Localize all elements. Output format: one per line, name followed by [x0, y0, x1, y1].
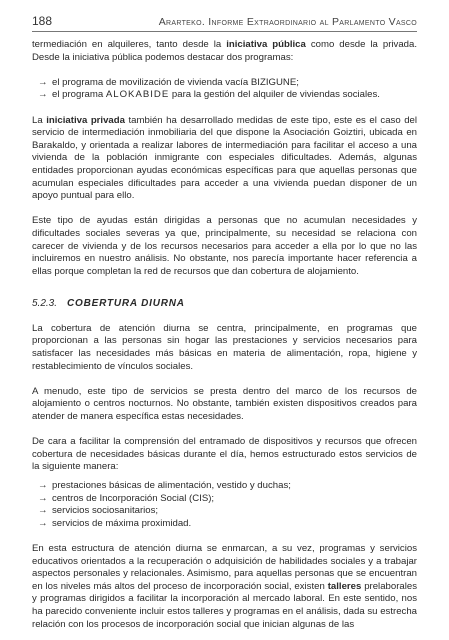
arrow-icon: → [38, 480, 48, 491]
list-item [38, 493, 417, 506]
list-item [38, 480, 417, 493]
list-item-program-name: ALOKABIDE [105, 89, 170, 101]
paragraph-5: A menudo, este tipo de servicios se presta dentro del marco de los recursos de alojamiento o centros nocturnos. No obstante, también existen dispositivos creados para atender de manera específica estas necesidades. [32, 385, 417, 423]
page-header [32, 14, 417, 32]
paragraph-7-bold: talleres [327, 580, 362, 592]
document-page [32, 14, 417, 631]
list-item-text: servicios de máxima proximidad. [52, 517, 192, 529]
arrow-icon: → [38, 89, 48, 101]
list-item [38, 505, 417, 518]
page-number: 188 [32, 14, 53, 28]
section-number: 5.2.3. [32, 298, 58, 310]
paragraph-7 [32, 543, 417, 631]
paragraph-7-text-a: En esta estructura de atención diurna se enmarcan, a su vez, programas y servicios educativos orientados a la recuperación o adquisición de habilidades sociales y a trabajar aspectos personales y relacionales. Asimismo, para aquellas personas que se encuentran en los niveles más altos del proceso de incorporación social, existen [32, 542, 417, 592]
paragraph-1-text-a: termediación en alquileres, tanto desde la [32, 39, 227, 50]
list-item-text: el programa de movilización de vivienda vacía BIZIGUNE; [52, 76, 299, 88]
running-title: Ararteko. Informe Extraordinario al Parlamento Vasco [158, 16, 417, 28]
programs-list [32, 77, 417, 102]
list-item-text: prestaciones básicas de alimentación, vestido y duchas; [52, 480, 291, 491]
paragraph-4: La cobertura de atención diurna se centra, principalmente, en programas que proporcionan a las personas sin hogar las prestaciones y servicios necesarios para satisfacer las necesidades más básicas en materia de alimentación, ropa, higiene y restablecimiento de vínculos sociales. [32, 322, 417, 372]
paragraph-1-bold: iniciativa pública [226, 39, 306, 50]
arrow-icon: → [38, 517, 48, 529]
list-item [38, 89, 417, 102]
list-item-text: centros de Incorporación Social (CIS); [52, 492, 215, 504]
paragraph-2 [32, 115, 417, 203]
paragraph-1 [32, 39, 417, 64]
arrow-icon: → [38, 505, 48, 517]
list-item-text: servicios sociosanitarios; [52, 505, 159, 517]
arrow-icon: → [38, 76, 48, 88]
arrow-icon: → [38, 492, 48, 504]
list-item-text-end: para la gestión del alquiler de viviendas sociales. [169, 89, 380, 101]
paragraph-7-text-c: prelaborales y programas dirigidos a facilitar la incorporación al mercado laboral. En este sentido, nos ha parecido conveniente incluir estos talleres y programas en el análisis, dada su estrecha relación con los procesos de incorporación social que inician algunas de las [32, 580, 417, 630]
document-body [32, 39, 417, 631]
list-item-text: el programa [52, 89, 106, 101]
paragraph-1-text-c: como desde la privada. Desde la iniciativa pública podemos destacar dos programas: [32, 39, 418, 63]
section-title: COBERTURA DIURNA [67, 298, 185, 310]
paragraph-2-text-a: La [32, 114, 47, 126]
section-heading [32, 298, 417, 311]
paragraph-3: Este tipo de ayudas están dirigidas a personas que no acumulan necesidades y dificultades sociales severas ya que, principalmente, su necesidad se relaciona con carecer de vivienda y de los recursos necesarios para acceder a ella por lo que no las incluiremos en nuestro análisis. No obstante, nos parecía importante hacer referencia a ellas porque completan la red de recursos que dan cobertura de alojamiento. [32, 215, 417, 277]
paragraph-2-bold: iniciativa privada [46, 114, 125, 126]
services-list [32, 480, 417, 530]
list-item [38, 518, 417, 531]
list-item [38, 77, 417, 90]
paragraph-6: De cara a facilitar la comprensión del entramado de dispositivos y recursos que ofrecen cobertura de necesidades básicas durante el día, hemos estructurado estos servicios de la siguiente manera: [32, 436, 417, 473]
paragraph-2-text-c: también ha desarrollado medidas de este tipo, este es el caso del servicio de intermediación inmobiliaria del que dispone la Asociación Goiztiri, ubicada en Barakaldo, y orientada a realizar labores de intermediación para facilitar el acceso a una vivienda de la población inmigrante con especiales dificultades. Además, algunas entidades proporcionan ayudas económicas específicas para que aquellas personas que acumulan especiales dificultades para acceder a una vivienda puedan disponer de un apoyo puntual para ello. [32, 114, 417, 202]
